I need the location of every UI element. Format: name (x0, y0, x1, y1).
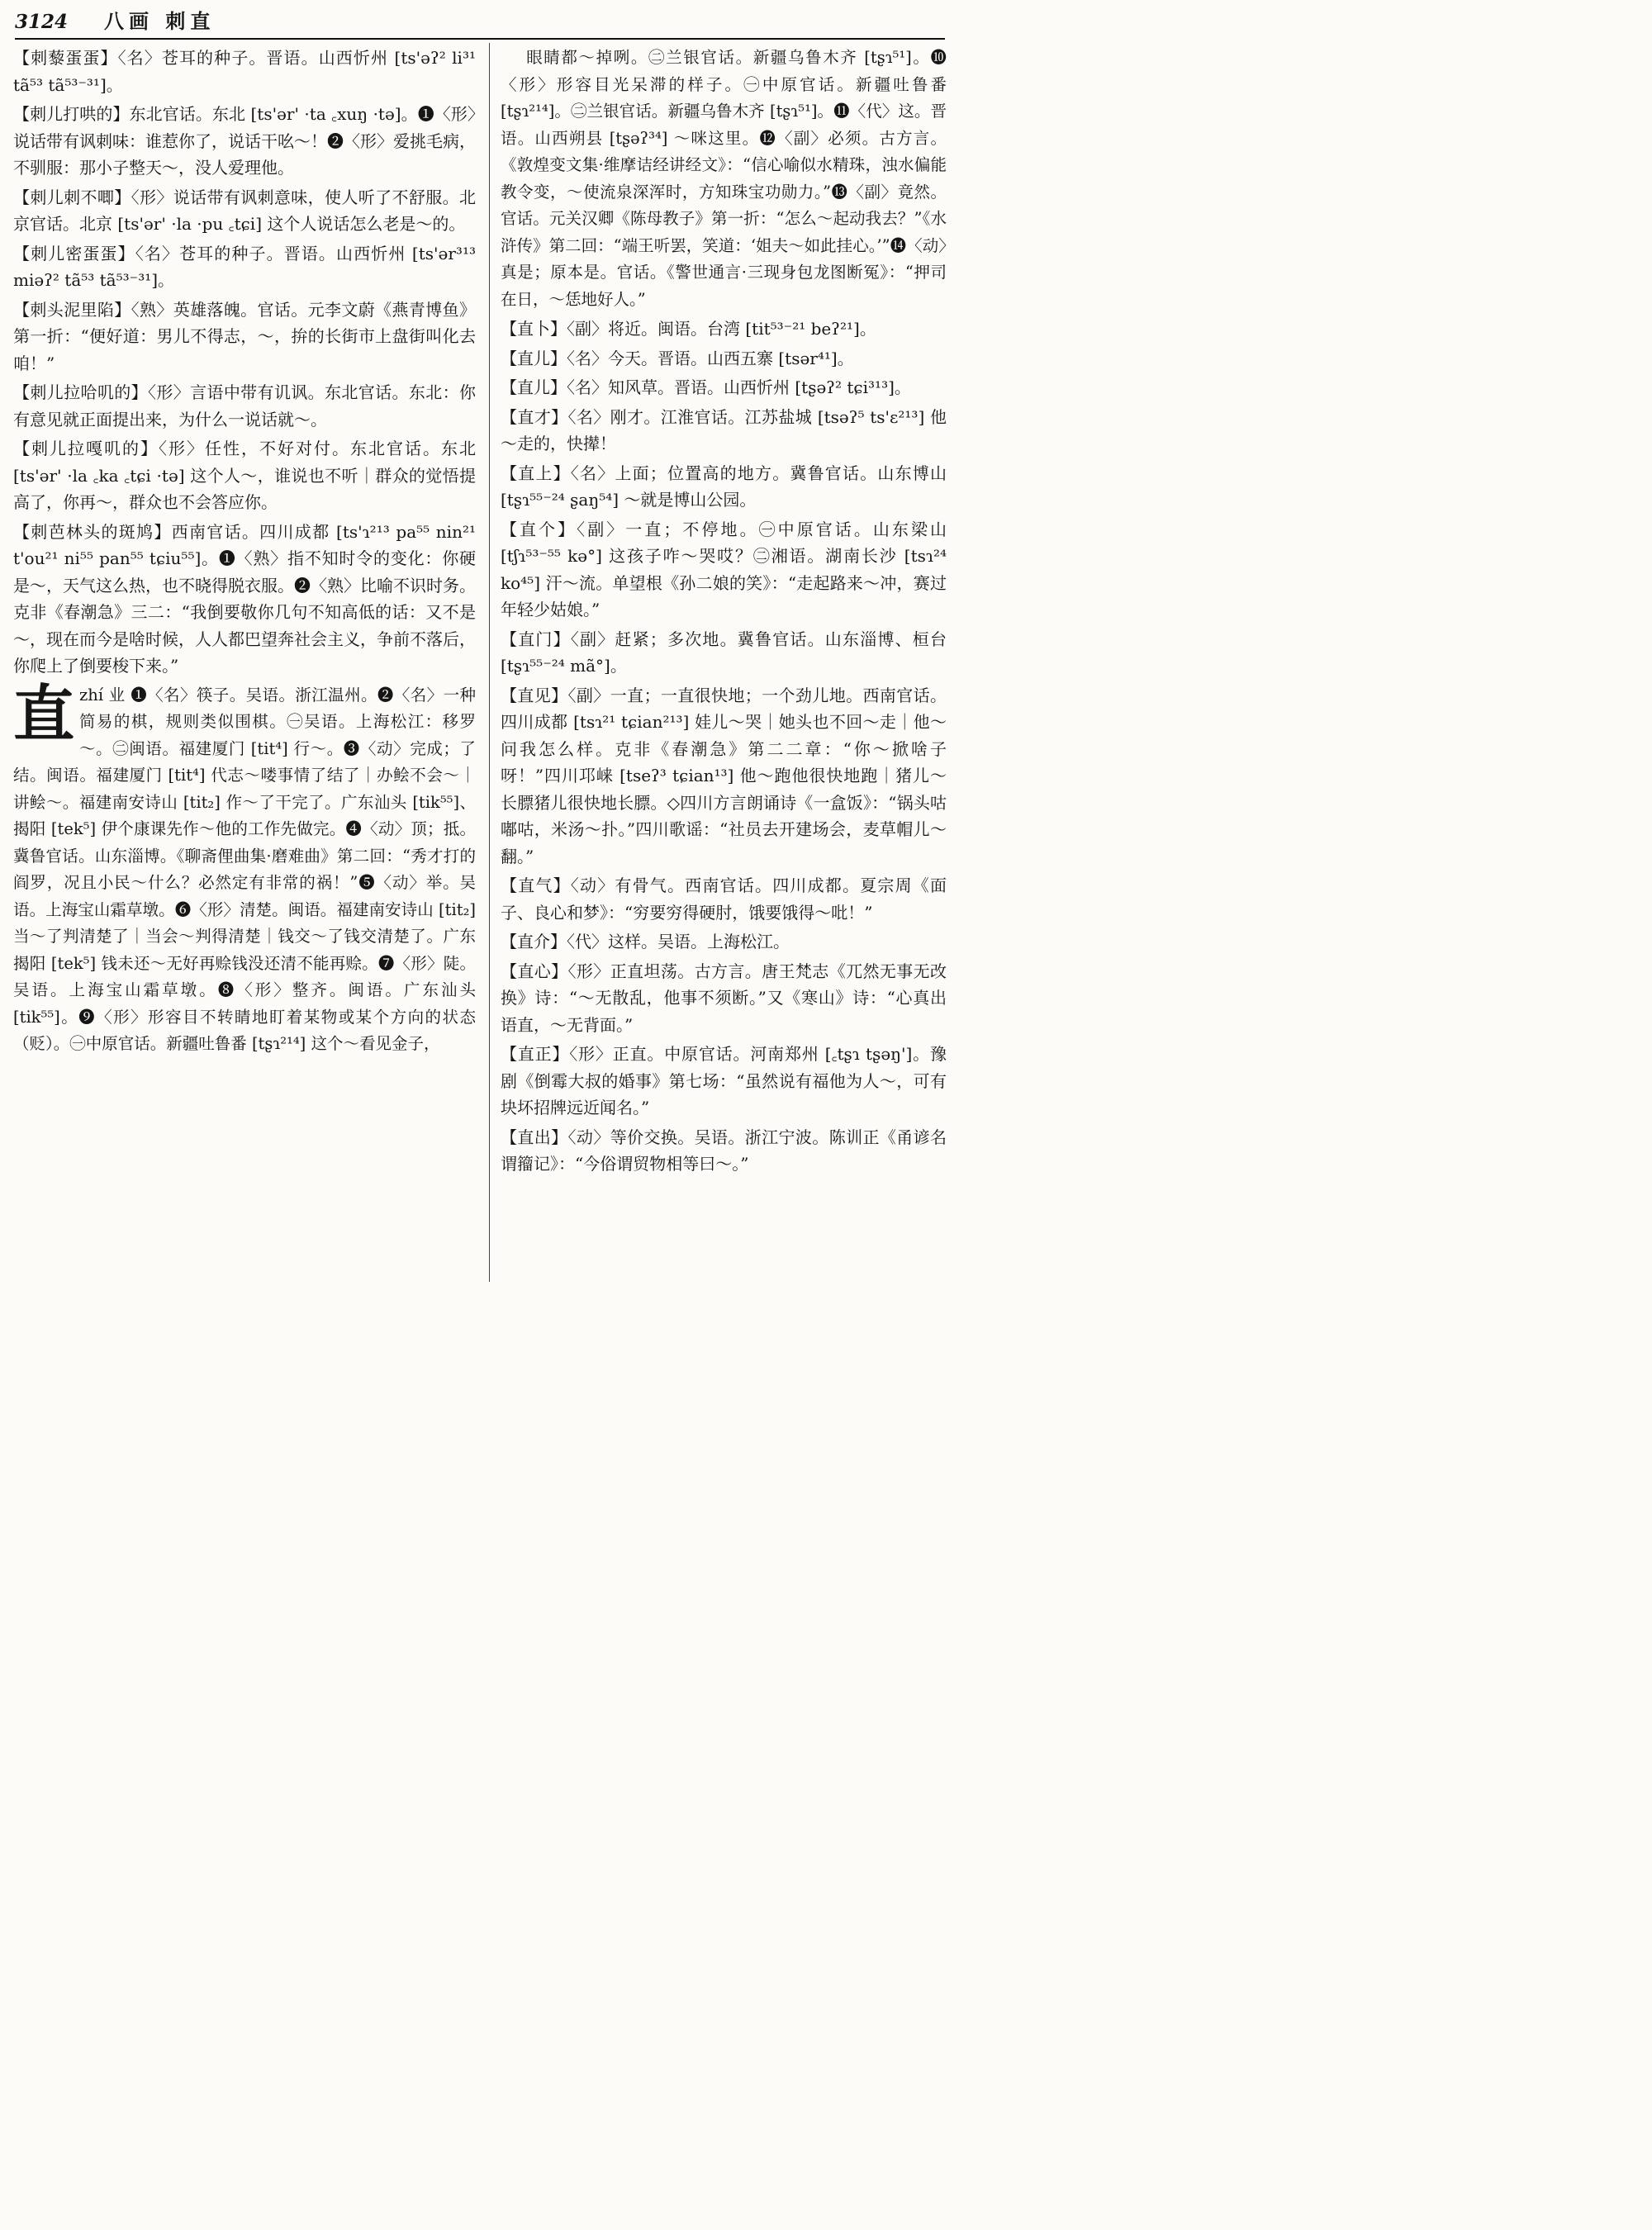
section-title: 八画 刺直 (104, 9, 216, 33)
entry-zhi-men: 【直门】〈副〉赶紧；多次地。冀鲁官话。山东淄博、桓台 [tʂɿ⁵⁵⁻²⁴ mã°]。 (501, 629, 947, 676)
entry-zhi-er-today: 【直儿】〈名〉今天。晋语。山西五寨 [tsər⁴¹]。 (501, 348, 854, 368)
entry-ci-ba-lin-tou-de-ban-jiu: 【刺芭林头的斑鸠】西南官话。四川成都 [ts'ɿ²¹³ pa⁵⁵ nin²¹ t'ou²¹ ni⁵⁵ pan⁵⁵ tɕiu⁵⁵]。❶〈熟〉指不知时令的变化：你硬是～，天气这么热，也不晓得脱衣服。❷〈熟〉比喻不识时务。克非《春潮急》三二：“我倒要敬你几句不知高低的话：又不是～，现在而今是啥时候，人人都巴望奔社会主义，争前不落后，你爬上了倒要梭下来。” (13, 521, 476, 676)
dictionary-page (0, 0, 960, 1295)
entry-zhi-zheng: 【直正】〈形〉正直。中原官话。河南郑州 [꜀tʂɿ tʂəŋ']。豫剧《倒霉大叔的婚事》第七场：“虽然说有福他为人～，可有块坏招牌远近闻名。” (501, 1044, 947, 1117)
head-character: 直 (13, 678, 74, 750)
entry-zhi-cai: 【直才】〈名〉刚才。江淮官话。江苏盐城 [tsəʔ⁵ ts'ɛ²¹³] 他～走的，快撵！ (501, 406, 947, 453)
entry-zhi-shang: 【直上】〈名〉上面；位置高的地方。冀鲁官话。山东博山 [tʂɿ⁵⁵⁻²⁴ ʂaŋ⁵⁴] ～就是博山公园。 (501, 463, 947, 510)
entry-ci-er-mi-dan-dan: 【刺儿密蛋蛋】〈名〉苍耳的种子。晋语。山西忻州 [ts'ər³¹³ miəʔ² tã⁵³ tã⁵³⁻³¹]。 (13, 243, 476, 290)
entry-zhi-head (13, 678, 476, 1058)
entry-ci-er-da-hong-de: 【刺儿打哄的】东北官话。东北 [ts'ər' ·ta ꜀xuŋ ·tə]。❶〈形〉说话带有讽刺味：谁惹你了，说话干吆～！❷〈形〉爱挑毛病，不驯服：那小子整天～，没人爱理他。 (13, 104, 476, 178)
entry-zhi-chu: 【直出】〈动〉等价交换。吴语。浙江宁波。陈训正《甬谚名谓籀记》：“今俗谓贸物相等曰～。” (501, 1127, 947, 1174)
right-column (501, 45, 947, 1290)
left-column (13, 45, 476, 1290)
entry-ci-tou-ni-li-xian: 【刺头泥里陷】〈熟〉英雄落魄。官话。元李文蔚《燕青博鱼》第一折：“便好道：男儿不得志，～，拚的长街市上盘街叫化去咱！” (13, 299, 476, 373)
page-number: 3124 (15, 11, 69, 33)
entry-zhi-xin: 【直心】〈形〉正直坦荡。古方言。唐王梵志《兀然无事无改换》诗：“～无散乱，他事不须断。”又《寒山》诗：“心真出语直，～无背面。” (501, 961, 947, 1035)
entry-zhi-ge: 【直个】〈副〉一直；不停地。㊀中原官话。山东梁山 [tʃɿ⁵³⁻⁵⁵ kə°] 这孩子咋～哭哎？㊁湘语。湖南长沙 [tsɿ²⁴ ko⁴⁵] 汗～流。单望根《孙二娘的笑》：“走起路来～冲，赛过年轻少姑娘。” (501, 519, 947, 619)
entry-zhi-text: zhí 业 ❶〈名〉筷子。吴语。浙江温州。❷〈名〉一种简易的棋，规则类似围棋。㊀吴语。上海松江：移罗～。㊁闽语。福建厦门 [tit⁴] 行～。❸〈动〉完成；了结。闽语。福建厦门 [tit⁴] 代志～喽事情了结了｜办鲙不会～｜讲鲙～。福建南安诗山 [tit₂] 作～了干完了。广东汕头 [tik⁵⁵]、揭阳 [tek⁵] 伊个康课先作～他的工作先做完。❹〈动〉顶；抵。冀鲁官话。山东淄博。《聊斋俚曲集·磨难曲》第二回：“秀才打的阎罗，况且小民～什么？必然定有非常的祸！”❺〈动〉举。吴语。上海宝山霜草墩。❻〈形〉清楚。闽语。福建南安诗山 [tit₂] 当～了判清楚了｜当会～判得清楚｜钱交～了钱交清楚了。广东揭阳 [tek⁵] 钱未还～无好再赊钱没还清不能再赊。❼〈形〉陡。吴语。上海宝山霜草墩。❽〈形〉整齐。闽语。广东汕头 [tik⁵⁵]。❾〈形〉形容目不转睛地盯着某物或某个方向的状态（贬）。㊀中原官话。新疆吐鲁番 [tʂɿ²¹⁴] 这个～看见金子， (13, 685, 476, 1053)
entry-ci-er-la-ha-ji-de: 【刺儿拉哈叽的】〈形〉言语中带有讥讽。东北官话。东北：你有意见就正面提出来，为什么一说话就～。 (13, 382, 476, 429)
page-header (15, 5, 945, 40)
entry-zhi-bu: 【直卜】〈副〉将近。闽语。台湾 [tit⁵³⁻²¹ beʔ²¹]。 (501, 319, 876, 339)
entry-zhi-jian: 【直见】〈副〉一直；一直很快地；一个劲儿地。西南官话。四川成都 [tsɿ²¹ tɕian²¹³] 娃儿～哭｜她头也不回～走｜他～问我怎么样。克非《春潮急》第二二章：“你～掀啥子呀！”四川邛崃 [tseʔ³ tɕian¹³] 他～跑他很快地跑｜猪儿～长膘猪儿很快地长膘。◇四川方言朗诵诗《一盒饭》：“锅头咕嘟咕，米汤～扑。”四川歌谣：“社员去开建场会，麦草帽儿～翻。” (501, 685, 947, 866)
entry-ci-er-la-ga-ji-de: 【刺儿拉嘎叽的】〈形〉任性，不好对付。东北官话。东北 [ts'ər' ·la ꜀ka ꜀tɕi ·tə] 这个人～，谁说也不听｜群众的觉悟提高了，你再～，群众也不会答应你。 (13, 439, 476, 512)
entry-zhi-er-grass: 【直儿】〈名〉知风草。晋语。山西忻州 [tʂəʔ² tɕi³¹³]。 (501, 377, 911, 397)
entry-ci-li-dan-dan: 【刺藜蛋蛋】〈名〉苍耳的种子。晋语。山西忻州 [ts'əʔ² li³¹ tã⁵³ tã⁵³⁻³¹]。 (13, 48, 476, 95)
entry-ci-er-ci-bu-ji: 【刺儿刺不唧】〈形〉说话带有讽刺意味，使人听了不舒服。北京官话。北京 [ts'ər' ·la ·pu ꜀tɕi] 这个人说话怎么老是～的。 (13, 187, 476, 234)
entry-zhi-qi: 【直气】〈动〉有骨气。西南官话。四川成都。夏宗周《面子、良心和梦》：“穷要穷得硬肘，饿要饿得～吡！” (501, 875, 947, 923)
entry-zhi-jie: 【直介】〈代〉这样。吴语。上海松江。 (501, 932, 790, 951)
entry-zhi-continued: 眼睛都～掉咧。㊁兰银官话。新疆乌鲁木齐 [tʂɿ⁵¹]。❿〈形〉形容目光呆滞的样子。㊀中原官话。新疆吐鲁番 [tʂɿ²¹⁴]。㊁兰银官话。新疆乌鲁木齐 [tʂɿ⁵¹]。⓫〈代〉这。晋语。山西朔县 [tʂəʔ³⁴] ～咪这里。⓬〈副〉必须。古方言。《敦煌变文集·维摩诘经讲经文》：“信心喻似水精珠，浊水偏能教令变，～使流泉深浑时，方知珠宝功勋力。”⓭〈副〉竟然。官话。元关汉卿《陈母教子》第一折：“怎么～起动我去？”《水浒传》第二回：“端王听罢，笑道：‘姐夫～如此挂心。’”⓮〈动〉真是；原本是。官话。《警世通言·三现身包龙图断冤》：“押司在日，～恁地好人。” (501, 48, 947, 309)
column-divider (489, 43, 490, 1282)
